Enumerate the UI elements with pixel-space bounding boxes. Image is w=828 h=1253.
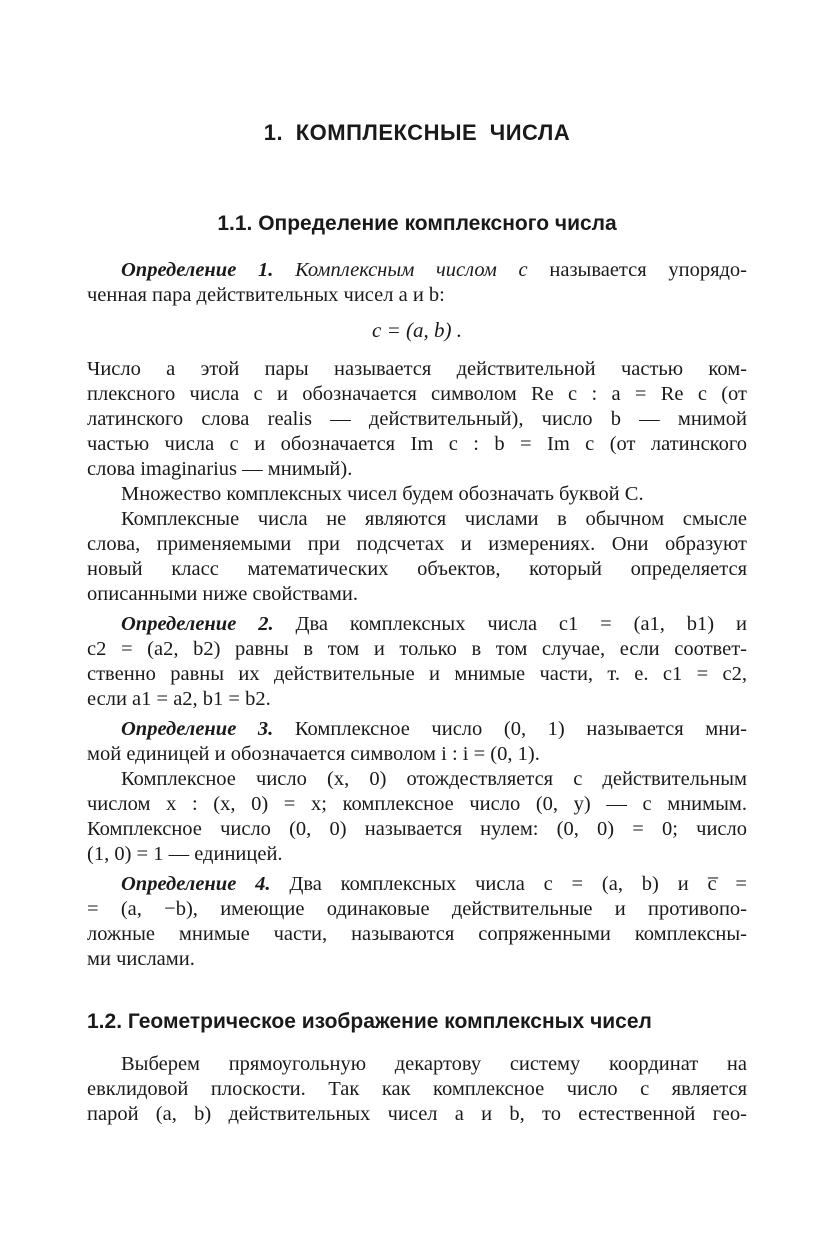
def3-line-2: мой единицей и обозначается символом i : i = (0, 1).	[87, 743, 540, 765]
p4-line-1: Комплексное число (x, 0) отождествляется с действительным	[121, 768, 747, 790]
p3-line-1: Комплексные числа не являются числами в обычном смысле	[121, 508, 747, 530]
def1-label: Определение 1.	[121, 259, 274, 281]
p1-line-4: частью числа c и обозначается Im c : b = Im c (от латинского	[87, 433, 747, 455]
p1-line-2: плексного числа c и обозначается символом Re c : a = Re c (от	[87, 383, 747, 405]
def2-label: Определение 2.	[121, 613, 274, 635]
section-1-title: Определение комплексного числа	[258, 212, 617, 235]
def2-line-1	[121, 612, 747, 637]
def4-line-3: ложные мнимые части, называются сопряженными комплексны-	[87, 923, 747, 945]
section-1-number: 1.1.	[217, 212, 253, 235]
s2-p1-line-1: Выберем прямоугольную декартову систему координат на	[121, 1053, 747, 1075]
def2-line-2: c2 = (a2, b2) равны в том и только в том случае, если соответ-	[87, 638, 747, 660]
p2-line-1: Множество комплексных чисел будем обозначать буквой C.	[121, 483, 644, 505]
def4-text-1: Два комплексных числа c = (a, b) и c̅ =	[289, 873, 747, 895]
formula-c-equals-ab: c = (a, b) .	[372, 318, 462, 342]
p1-line-1: Число a этой пары называется действительной частью ком-	[87, 358, 747, 380]
section-2-heading	[87, 1010, 747, 1034]
def2-line-4: если a1 = a2, b1 = b2.	[87, 688, 271, 710]
section-2-number: 1.2.	[87, 1010, 123, 1033]
def3-label: Определение 3.	[121, 718, 274, 740]
chapter-number: 1.	[263, 120, 284, 145]
def4-line-2: = (a, −b), имеющие одинаковые действительные и противопо-	[87, 898, 747, 920]
p1-line-3: латинского слова realis — действительный), число b — мнимой	[87, 408, 747, 430]
def4-line-1	[121, 872, 747, 897]
def2-text-1: Два комплексных числа c1 = (a1, b1) и	[295, 613, 747, 635]
def4-label: Определение 4.	[121, 873, 271, 895]
def3-line-1	[121, 717, 747, 742]
p3-line-4: описанными ниже свойствами.	[87, 583, 358, 605]
p3-line-2: слова, применяемыми при подсчетах и измерениях. Они образуют	[87, 533, 747, 555]
p4-line-3: Комплексное число (0, 0) называется нулем: (0, 0) = 0; число	[87, 818, 747, 840]
def1-line-1	[121, 258, 747, 283]
def1-line-2: ченная пара действительных чисел a и b:	[87, 284, 445, 306]
chapter-title: КОМПЛЕКСНЫЕ ЧИСЛА	[295, 120, 571, 145]
s2-p1-line-3: парой (a, b) действительных чисел a и b, то естественной гео-	[87, 1103, 747, 1125]
chapter-heading	[87, 120, 747, 146]
def3-text-1: Комплексное число (0, 1) называется мни-	[294, 718, 747, 740]
def1-rest: называется упорядо-	[549, 259, 748, 281]
p4-line-2: числом x : (x, 0) = x; комплексное число (0, y) — с мнимым.	[87, 793, 747, 815]
def1-term: Комплексным числом c	[295, 259, 528, 281]
s2-p1-line-2: евклидовой плоскости. Так как комплексное число c является	[87, 1078, 747, 1100]
p3-line-3: новый класс математических объектов, который определяется	[87, 558, 747, 580]
p4-line-4: (1, 0) = 1 — единицей.	[87, 843, 283, 865]
section-1-heading	[87, 212, 747, 236]
def4-line-4: ми числами.	[87, 948, 195, 970]
section-2-title: Геометрическое изображение комплексных чисел	[127, 1010, 652, 1033]
def2-line-3: ственно равны их действительные и мнимые части, т. е. c1 = c2,	[87, 663, 747, 685]
p1-line-5: слова imaginarius — мнимый).	[87, 458, 353, 480]
